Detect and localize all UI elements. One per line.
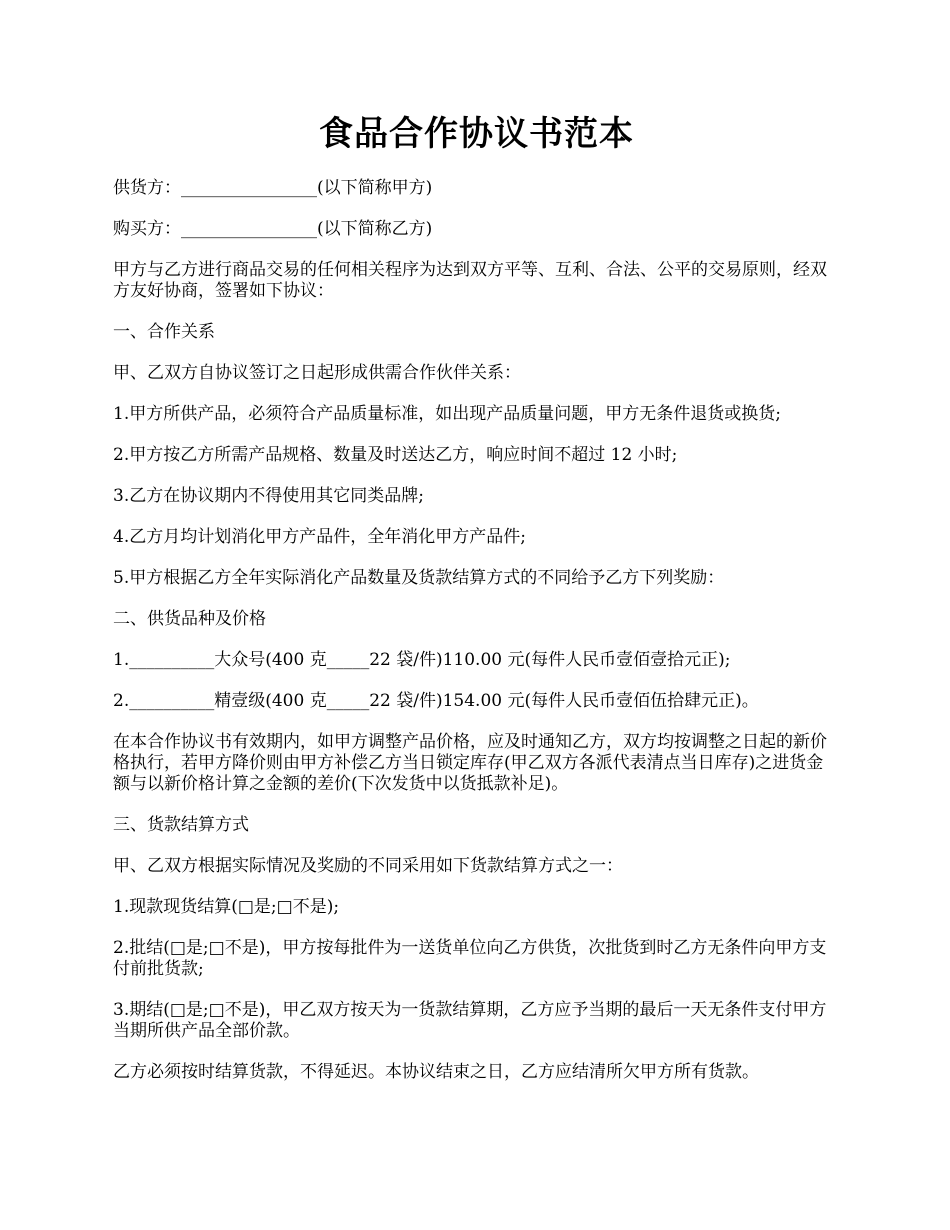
supplier-line: 供货方：________________(以下简称甲方) bbox=[113, 178, 433, 198]
closing-paragraph: 乙方必须按时结算货款，不得延迟。本协议结束之日，乙方应结清所欠甲方所有货款。 bbox=[113, 1062, 759, 1082]
settlement-item: 2.批结(□是;□不是)，甲方按每批件为一送货单位向乙方供货，次批货到时乙方无条件向甲方支付前批货款; bbox=[113, 938, 827, 979]
paragraph: 甲、乙双方根据实际情况及奖励的不同采用如下货款结算方式之一： bbox=[113, 856, 623, 876]
clause-item: 3.乙方在协议期内不得使用其它同类品牌; bbox=[113, 486, 424, 506]
settlement-item: 1.现款现货结算(□是;□不是); bbox=[113, 897, 340, 917]
document-title: 食品合作协议书范本 bbox=[319, 114, 634, 154]
paragraph: 甲、乙双方自协议签订之日起形成供需合作伙伴关系： bbox=[113, 363, 521, 383]
buyer-line: 购买方：________________(以下简称乙方) bbox=[113, 219, 433, 239]
section-heading-products: 二、供货品种及价格 bbox=[113, 609, 266, 629]
price-adjust-paragraph: 在本合作协议书有效期内，如甲方调整产品价格，应及时通知乙方，双方均按调整之日起的新价格执行，若甲方降价则由甲方补偿乙方当日锁定库存(甲乙双方各派代表清点当日库存)之进货金额与以新价格计算之金额的差价(下次发货中以货抵款补足)。 bbox=[113, 732, 827, 794]
product-item: 1.__________大众号(400 克_____22 袋/件)110.00 元(每件人民币壹佰壹拾元正); bbox=[113, 650, 731, 670]
product-item: 2.__________精壹级(400 克_____22 袋/件)154.00 元(每件人民币壹佰伍拾肆元正)。 bbox=[113, 691, 759, 711]
settlement-item: 3.期结(□是;□不是)，甲乙双方按天为一货款结算期，乙方应予当期的最后一天无条件支付甲方当期所供产品全部价款。 bbox=[113, 1000, 827, 1041]
clause-item: 1.甲方所供产品，必须符合产品质量标准，如出现产品质量问题，甲方无条件退货或换货; bbox=[113, 404, 781, 424]
clause-item: 5.甲方根据乙方全年实际消化产品数量及货款结算方式的不同给予乙方下列奖励： bbox=[113, 568, 725, 588]
section-heading-cooperation: 一、合作关系 bbox=[113, 322, 215, 342]
clause-item: 4.乙方月均计划消化甲方产品件，全年消化甲方产品件; bbox=[113, 527, 526, 547]
preamble-paragraph: 甲方与乙方进行商品交易的任何相关程序为达到双方平等、互利、合法、公平的交易原则，经双方友好协商，签署如下协议： bbox=[113, 260, 827, 301]
section-heading-settlement: 三、货款结算方式 bbox=[113, 815, 249, 835]
clause-item: 2.甲方按乙方所需产品规格、数量及时送达乙方，响应时间不超过 12 小时; bbox=[113, 445, 678, 465]
